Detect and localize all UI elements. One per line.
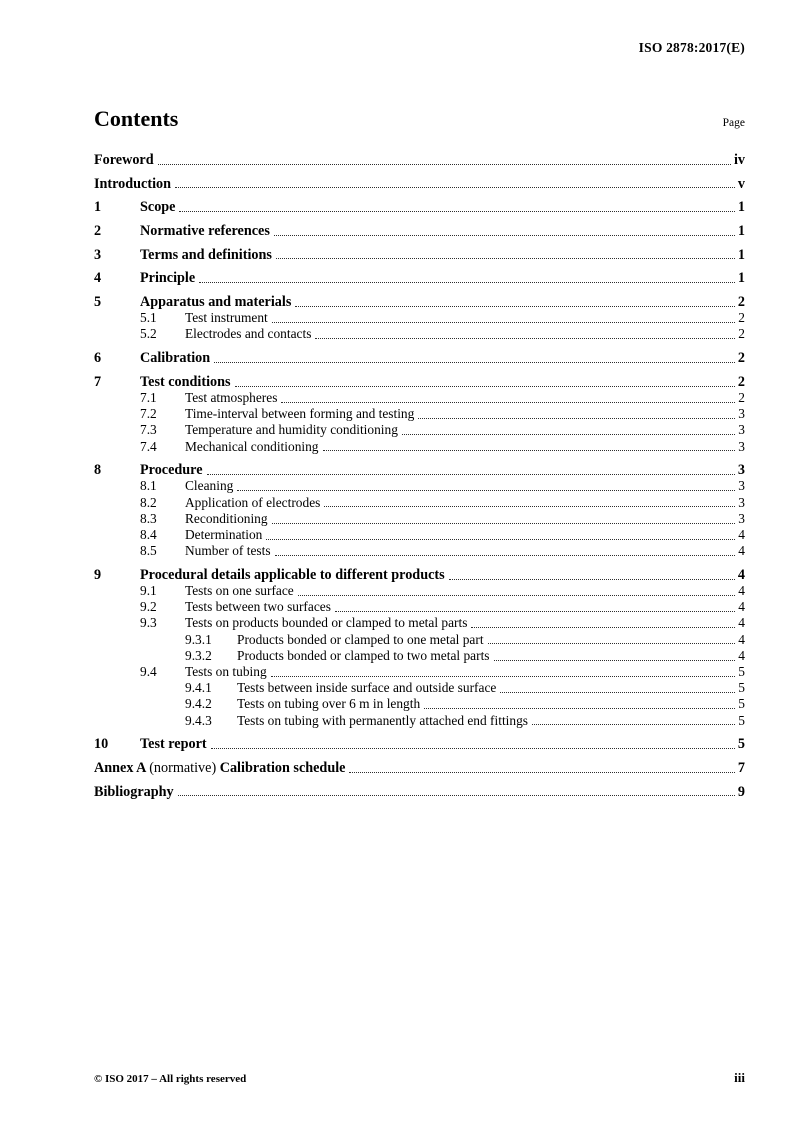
toc-page-number: 3 (737, 462, 745, 479)
toc-leader-dots (323, 450, 736, 451)
toc-entry-title: Tests on one surface (185, 583, 294, 599)
toc-leader-dots (488, 643, 736, 644)
toc-row (94, 599, 745, 615)
toc-row (94, 495, 745, 511)
toc-entry-title: Principle (140, 270, 196, 287)
contents-header (94, 106, 745, 132)
toc-entry-title: Bibliography (94, 783, 174, 800)
copyright-notice: © ISO 2017 – All rights reserved (94, 1073, 247, 1085)
toc-row (94, 327, 745, 343)
toc-entry-number: 8.1 (140, 478, 157, 494)
toc-entry-title: Test instrument (185, 310, 268, 326)
toc-row (94, 199, 745, 215)
toc-leader-dots (274, 235, 735, 236)
toc-entry-number: 3 (94, 246, 102, 263)
toc-entry-number: 9.3 (140, 615, 157, 631)
toc-page-number: 4 (738, 527, 745, 543)
toc-entry-number: 8.3 (140, 510, 157, 526)
toc-entry-title-part: Annex A (94, 759, 150, 776)
toc-entry-title: Electrodes and contacts (185, 326, 312, 342)
toc-leader-dots (298, 595, 736, 596)
toc-row (94, 422, 745, 438)
toc-row (94, 479, 745, 495)
toc-entry-title: Temperature and humidity conditioning (185, 422, 398, 438)
toc-entry-title: Calibration (140, 350, 211, 367)
toc-entry-title: Test atmospheres (185, 390, 278, 406)
toc-page-number: 1 (737, 270, 745, 287)
toc-entry-title: Normative references (140, 223, 270, 240)
toc-page-number: 1 (737, 246, 745, 263)
toc-row (94, 567, 745, 583)
toc-row (94, 247, 745, 263)
toc-page-number: 9 (737, 783, 745, 800)
toc-row (94, 736, 745, 752)
toc-page-number: 5 (738, 680, 745, 696)
toc-leader-dots (532, 724, 735, 725)
toc-row (94, 223, 745, 239)
toc-page-number: 4 (738, 647, 745, 663)
toc-entry-title: Test conditions (140, 373, 231, 390)
toc-entry-number: 5 (94, 294, 102, 311)
toc-row (94, 760, 745, 776)
toc-row (94, 176, 745, 192)
toc-leader-dots (235, 386, 735, 387)
toc-page-number: 7 (737, 759, 745, 776)
toc-entry-number: 7 (94, 373, 102, 390)
toc-leader-dots (266, 539, 735, 540)
document-reference: ISO 2878:2017(E) (638, 40, 745, 55)
toc-leader-dots (214, 362, 735, 363)
toc-page-number: 5 (738, 664, 745, 680)
toc-page-number: 1 (737, 223, 745, 240)
toc-row (94, 406, 745, 422)
toc-leader-dots (281, 402, 735, 403)
toc-page-number: 5 (738, 696, 745, 712)
toc-entry-title (94, 760, 345, 776)
toc-row (94, 152, 745, 168)
toc-entry-number: 8.5 (140, 543, 157, 559)
toc-row (94, 713, 745, 729)
toc-row (94, 390, 745, 406)
toc-row (94, 583, 745, 599)
toc-row (94, 527, 745, 543)
toc-leader-dots (449, 579, 735, 580)
toc-leader-dots (424, 708, 735, 709)
toc-row (94, 696, 745, 712)
toc-entry-number: 9.1 (140, 583, 157, 599)
toc-entry-title: Products bonded or clamped to two metal parts (237, 647, 490, 663)
toc-entry-number: 9.4 (140, 664, 157, 680)
toc-page-number: 1 (737, 199, 745, 216)
toc-entry-title: Mechanical conditioning (185, 438, 319, 454)
toc-entry-title: Application of electrodes (185, 494, 321, 510)
toc-page-number: 2 (738, 326, 745, 342)
toc-leader-dots (402, 434, 735, 435)
toc-entry-title: Tests on tubing with permanently attached end fittings (237, 712, 528, 728)
toc-page-number: 3 (738, 494, 745, 510)
toc-leader-dots (349, 772, 734, 773)
toc-entry-number: 1 (94, 199, 102, 216)
toc-entry-title: Apparatus and materials (140, 294, 292, 311)
page-column-label: Page (722, 117, 745, 129)
toc-entry-title: Tests on tubing (185, 664, 267, 680)
page-footer (94, 1070, 745, 1086)
toc-page-number: 3 (738, 406, 745, 422)
toc-leader-dots (211, 748, 735, 749)
toc-entry-title: Tests on tubing over 6 m in length (237, 696, 421, 712)
toc-entry-number: 8.2 (140, 494, 157, 510)
toc-leader-dots (500, 692, 735, 693)
toc-entry-title: Time-interval between forming and testing (185, 406, 415, 422)
toc-leader-dots (471, 627, 735, 628)
toc-list (94, 152, 745, 800)
toc-entry-title: Products bonded or clamped to one metal part (237, 631, 484, 647)
toc-page-number: 4 (737, 566, 745, 583)
toc-entry-title-part: (normative) (149, 759, 220, 776)
folio-page-number: iii (734, 1070, 745, 1085)
toc-entry-number: 8 (94, 462, 102, 479)
toc-row (94, 784, 745, 800)
toc-page-number: 3 (738, 422, 745, 438)
toc-row (94, 462, 745, 478)
toc-entry-number: 5.2 (140, 326, 157, 342)
toc-page-number: 4 (738, 583, 745, 599)
toc-page-number: 3 (738, 438, 745, 454)
toc-entry-number: 7.2 (140, 406, 157, 422)
toc-page-number: 2 (738, 310, 745, 326)
toc-page-number: 2 (738, 390, 745, 406)
toc-row (94, 616, 745, 632)
toc-page-number: 5 (738, 712, 745, 728)
toc-row (94, 511, 745, 527)
toc-page-number: 4 (738, 599, 745, 615)
toc-entry-title: Procedure (140, 462, 203, 479)
toc-leader-dots (494, 660, 736, 661)
toc-row (94, 294, 745, 310)
contents-section (94, 106, 745, 800)
toc-entry-title: Tests between inside surface and outside surface (237, 680, 497, 696)
page-title: Contents (94, 106, 179, 131)
toc-entry-title: Test report (140, 736, 207, 753)
toc-leader-dots (158, 164, 731, 165)
toc-page-number: 4 (738, 615, 745, 631)
toc-leader-dots (207, 474, 735, 475)
toc-entry-number: 7.4 (140, 438, 157, 454)
toc-leader-dots (272, 523, 736, 524)
toc-entry-number: 2 (94, 223, 102, 240)
toc-leader-dots (276, 258, 735, 259)
toc-leader-dots (271, 676, 736, 677)
toc-leader-dots (178, 795, 735, 796)
toc-entry-title: Foreword (94, 151, 154, 168)
toc-leader-dots (315, 338, 735, 339)
toc-entry-title-part: Calibration schedule (219, 759, 346, 776)
toc-leader-dots (175, 187, 735, 188)
toc-entry-title: Tests on products bounded or clamped to metal parts (185, 615, 468, 631)
toc-leader-dots (324, 506, 735, 507)
toc-entry-number: 7.1 (140, 390, 157, 406)
toc-page-number: 2 (737, 350, 745, 367)
toc-entry-title: Reconditioning (185, 510, 268, 526)
toc-entry-title: Determination (185, 527, 263, 543)
toc-page-number: 2 (737, 373, 745, 390)
toc-page-number: 5 (737, 736, 745, 753)
toc-entry-title: Scope (140, 199, 176, 216)
toc-entry-number: 4 (94, 270, 102, 287)
toc-leader-dots (272, 322, 736, 323)
toc-entry-number: 9.4.1 (185, 680, 212, 696)
toc-row (94, 439, 745, 455)
toc-row (94, 310, 745, 326)
toc-page-number: 3 (738, 510, 745, 526)
toc-leader-dots (335, 611, 735, 612)
toc-page-number: 3 (738, 478, 745, 494)
toc-entry-number: 7.3 (140, 422, 157, 438)
toc-entry-number: 5.1 (140, 310, 157, 326)
toc-row (94, 664, 745, 680)
toc-entry-number: 9 (94, 566, 102, 583)
toc-leader-dots (418, 418, 735, 419)
toc-page-number: v (737, 175, 745, 192)
toc-entry-title: Cleaning (185, 478, 234, 494)
toc-leader-dots (179, 211, 734, 212)
toc-row (94, 543, 745, 559)
toc-entry-title: Introduction (94, 175, 171, 192)
toc-entry-number: 9.3.1 (185, 631, 212, 647)
toc-leader-dots (275, 555, 736, 556)
toc-entry-number: 8.4 (140, 527, 157, 543)
toc-entry-number: 6 (94, 350, 102, 367)
toc-page-number: 4 (738, 631, 745, 647)
toc-page-number: 4 (738, 543, 745, 559)
toc-entry-number: 9.3.2 (185, 647, 212, 663)
toc-row (94, 374, 745, 390)
toc-row (94, 270, 745, 286)
toc-entry-title: Tests between two surfaces (185, 599, 331, 615)
toc-entry-title: Procedural details applicable to different products (140, 566, 445, 583)
toc-entry-title: Number of tests (185, 543, 271, 559)
toc-page-number: 2 (737, 294, 745, 311)
toc-row (94, 350, 745, 366)
toc-row (94, 632, 745, 648)
toc-leader-dots (199, 282, 735, 283)
toc-leader-dots (295, 306, 735, 307)
toc-page-number: iv (733, 151, 745, 168)
toc-entry-number: 9.4.3 (185, 712, 212, 728)
toc-leader-dots (237, 490, 735, 491)
toc-row (94, 680, 745, 696)
toc-entry-number: 9.4.2 (185, 696, 212, 712)
toc-row (94, 648, 745, 664)
toc-entry-title: Terms and definitions (140, 246, 272, 263)
toc-entry-number: 10 (94, 736, 109, 753)
toc-entry-number: 9.2 (140, 599, 157, 615)
